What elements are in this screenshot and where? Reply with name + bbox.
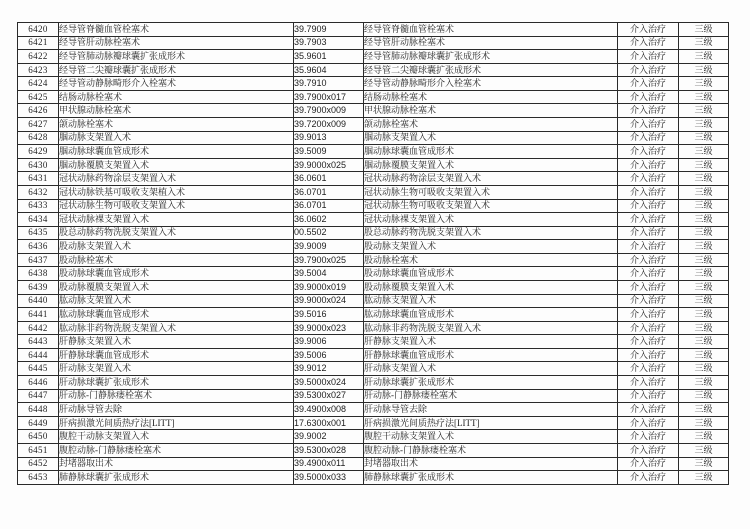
cell-category: 介入治疗 bbox=[618, 294, 679, 308]
cell-surgery-level: 三级 bbox=[679, 362, 729, 376]
cell-procedure-name-repeat: 腹腔干动脉支架置入术 bbox=[364, 430, 618, 444]
cell-surgery-level: 三级 bbox=[679, 253, 729, 267]
table-row bbox=[18, 321, 729, 335]
cell-procedure-code: 17.6300x001 bbox=[294, 416, 364, 430]
cell-procedure-name: 冠状动脉裸支架置入术 bbox=[59, 213, 294, 227]
cell-procedure-name: 肱动脉支架置入术 bbox=[59, 294, 294, 308]
cell-surgery-level: 三级 bbox=[679, 172, 729, 186]
cell-procedure-code: 36.0701 bbox=[294, 185, 364, 199]
cell-category: 介入治疗 bbox=[618, 348, 679, 362]
cell-category: 介入治疗 bbox=[618, 118, 679, 132]
cell-surgery-level: 三级 bbox=[679, 199, 729, 213]
cell-sequence-number: 6451 bbox=[18, 443, 59, 457]
cell-procedure-name: 经导管脊髓血管栓塞术 bbox=[59, 23, 294, 37]
table-row bbox=[18, 280, 729, 294]
cell-procedure-name-repeat: 股动脉球囊血管成形术 bbox=[364, 267, 618, 281]
cell-category: 介入治疗 bbox=[618, 158, 679, 172]
cell-surgery-level: 三级 bbox=[679, 77, 729, 91]
table-row bbox=[18, 118, 729, 132]
cell-procedure-code: 39.7900x009 bbox=[294, 104, 364, 118]
cell-surgery-level: 三级 bbox=[679, 185, 729, 199]
cell-procedure-name: 结肠动脉栓塞术 bbox=[59, 90, 294, 104]
cell-procedure-name: 肝静脉支架置入术 bbox=[59, 335, 294, 349]
cell-surgery-level: 三级 bbox=[679, 131, 729, 145]
cell-procedure-name-repeat: 肱动脉支架置入术 bbox=[364, 294, 618, 308]
cell-sequence-number: 6453 bbox=[18, 471, 59, 485]
cell-sequence-number: 6441 bbox=[18, 308, 59, 322]
cell-surgery-level: 三级 bbox=[679, 50, 729, 64]
cell-surgery-level: 三级 bbox=[679, 213, 729, 227]
cell-procedure-name-repeat: 经导管二尖瓣球囊扩张成形术 bbox=[364, 63, 618, 77]
table-row bbox=[18, 199, 729, 213]
cell-procedure-name-repeat: 肝病损激光间质热疗法[LITT] bbox=[364, 416, 618, 430]
cell-procedure-name: 肝静脉球囊血管成形术 bbox=[59, 348, 294, 362]
cell-procedure-name-repeat: 股动脉覆膜支架置入术 bbox=[364, 280, 618, 294]
cell-category: 介入治疗 bbox=[618, 104, 679, 118]
cell-category: 介入治疗 bbox=[618, 36, 679, 50]
cell-category: 介入治疗 bbox=[618, 280, 679, 294]
cell-procedure-name: 股动脉覆膜支架置入术 bbox=[59, 280, 294, 294]
cell-surgery-level: 三级 bbox=[679, 294, 729, 308]
cell-category: 介入治疗 bbox=[618, 226, 679, 240]
cell-procedure-name: 经导管肺动脉瓣球囊扩张成形术 bbox=[59, 50, 294, 64]
table-row bbox=[18, 213, 729, 227]
cell-procedure-name-repeat: 冠状动脉药物涂层支架置入术 bbox=[364, 172, 618, 186]
cell-procedure-name-repeat: 冠状动脉生物可吸收支架置入术 bbox=[364, 185, 618, 199]
cell-category: 介入治疗 bbox=[618, 471, 679, 485]
cell-procedure-name-repeat: 肝静脉支架置入术 bbox=[364, 335, 618, 349]
cell-surgery-level: 三级 bbox=[679, 158, 729, 172]
cell-procedure-code: 39.7900x025 bbox=[294, 253, 364, 267]
cell-procedure-name: 肱动脉球囊血管成形术 bbox=[59, 308, 294, 322]
cell-sequence-number: 6444 bbox=[18, 348, 59, 362]
cell-category: 介入治疗 bbox=[618, 308, 679, 322]
cell-category: 介入治疗 bbox=[618, 23, 679, 37]
cell-procedure-code: 39.7200x009 bbox=[294, 118, 364, 132]
cell-sequence-number: 6442 bbox=[18, 321, 59, 335]
cell-sequence-number: 6437 bbox=[18, 253, 59, 267]
cell-procedure-name: 股总动脉药物洗脱支架置入术 bbox=[59, 226, 294, 240]
cell-procedure-name: 肝动脉-门静脉瘘栓塞术 bbox=[59, 389, 294, 403]
cell-procedure-code: 39.5300x028 bbox=[294, 443, 364, 457]
cell-procedure-code: 39.9000x023 bbox=[294, 321, 364, 335]
cell-surgery-level: 三级 bbox=[679, 335, 729, 349]
cell-procedure-name-repeat: 腘动脉覆膜支架置入术 bbox=[364, 158, 618, 172]
cell-procedure-name: 封堵器取出术 bbox=[59, 457, 294, 471]
cell-procedure-name: 冠状动脉药物涂层支架置入术 bbox=[59, 172, 294, 186]
cell-procedure-name: 腹腔动脉-门静脉瘘栓塞术 bbox=[59, 443, 294, 457]
cell-procedure-code: 39.5004 bbox=[294, 267, 364, 281]
cell-procedure-name-repeat: 腹腔动脉-门静脉瘘栓塞术 bbox=[364, 443, 618, 457]
cell-sequence-number: 6424 bbox=[18, 77, 59, 91]
table-row bbox=[18, 172, 729, 186]
table-row bbox=[18, 430, 729, 444]
cell-category: 介入治疗 bbox=[618, 335, 679, 349]
cell-surgery-level: 三级 bbox=[679, 308, 729, 322]
cell-sequence-number: 6422 bbox=[18, 50, 59, 64]
cell-procedure-name: 腘动脉球囊血管成形术 bbox=[59, 145, 294, 159]
cell-procedure-code: 39.7900x017 bbox=[294, 90, 364, 104]
table-row bbox=[18, 416, 729, 430]
cell-category: 介入治疗 bbox=[618, 63, 679, 77]
cell-procedure-code: 35.9604 bbox=[294, 63, 364, 77]
cell-procedure-name-repeat: 经导管动静脉畸形介入栓塞术 bbox=[364, 77, 618, 91]
cell-procedure-code: 39.9000x025 bbox=[294, 158, 364, 172]
cell-procedure-code: 39.5300x027 bbox=[294, 389, 364, 403]
cell-category: 介入治疗 bbox=[618, 389, 679, 403]
cell-surgery-level: 三级 bbox=[679, 145, 729, 159]
cell-procedure-name: 冠状动脉生物可吸收支架置入术 bbox=[59, 199, 294, 213]
cell-procedure-code: 39.5009 bbox=[294, 145, 364, 159]
cell-procedure-name-repeat: 股动脉支架置入术 bbox=[364, 240, 618, 254]
cell-procedure-name-repeat: 肱动脉非药物洗脱支架置入术 bbox=[364, 321, 618, 335]
cell-category: 介入治疗 bbox=[618, 430, 679, 444]
cell-procedure-name-repeat: 肝动脉-门静脉瘘栓塞术 bbox=[364, 389, 618, 403]
table-row bbox=[18, 376, 729, 390]
cell-sequence-number: 6420 bbox=[18, 23, 59, 37]
cell-category: 介入治疗 bbox=[618, 199, 679, 213]
cell-sequence-number: 6440 bbox=[18, 294, 59, 308]
cell-procedure-name: 腘动脉支架置入术 bbox=[59, 131, 294, 145]
cell-procedure-code: 39.7909 bbox=[294, 23, 364, 37]
table-row bbox=[18, 362, 729, 376]
cell-procedure-name: 肝动脉导管去除 bbox=[59, 403, 294, 417]
cell-procedure-name: 经导管肝动脉栓塞术 bbox=[59, 36, 294, 50]
cell-sequence-number: 6432 bbox=[18, 185, 59, 199]
cell-procedure-name-repeat: 股总动脉药物洗脱支架置入术 bbox=[364, 226, 618, 240]
cell-sequence-number: 6438 bbox=[18, 267, 59, 281]
table-row bbox=[18, 240, 729, 254]
cell-procedure-name-repeat: 股动脉栓塞术 bbox=[364, 253, 618, 267]
table-row bbox=[18, 443, 729, 457]
cell-category: 介入治疗 bbox=[618, 321, 679, 335]
cell-category: 介入治疗 bbox=[618, 50, 679, 64]
cell-procedure-name-repeat: 经导管脊髓血管栓塞术 bbox=[364, 23, 618, 37]
cell-procedure-code: 00.5502 bbox=[294, 226, 364, 240]
cell-procedure-name: 股动脉球囊血管成形术 bbox=[59, 267, 294, 281]
cell-sequence-number: 6435 bbox=[18, 226, 59, 240]
cell-procedure-code: 39.4900x011 bbox=[294, 457, 364, 471]
cell-category: 介入治疗 bbox=[618, 362, 679, 376]
cell-surgery-level: 三级 bbox=[679, 240, 729, 254]
cell-procedure-name: 腹腔干动脉支架置入术 bbox=[59, 430, 294, 444]
cell-procedure-code: 39.9013 bbox=[294, 131, 364, 145]
cell-procedure-name: 经导管二尖瓣球囊扩张成形术 bbox=[59, 63, 294, 77]
cell-surgery-level: 三级 bbox=[679, 63, 729, 77]
cell-sequence-number: 6448 bbox=[18, 403, 59, 417]
cell-category: 介入治疗 bbox=[618, 376, 679, 390]
cell-surgery-level: 三级 bbox=[679, 321, 729, 335]
table-row bbox=[18, 335, 729, 349]
cell-procedure-code: 39.5000x024 bbox=[294, 376, 364, 390]
table-row bbox=[18, 253, 729, 267]
procedures-table bbox=[17, 22, 729, 485]
cell-sequence-number: 6434 bbox=[18, 213, 59, 227]
cell-procedure-name-repeat: 肝动脉球囊扩张成形术 bbox=[364, 376, 618, 390]
cell-procedure-name: 股动脉栓塞术 bbox=[59, 253, 294, 267]
cell-procedure-code: 39.5016 bbox=[294, 308, 364, 322]
cell-category: 介入治疗 bbox=[618, 267, 679, 281]
cell-procedure-name-repeat: 腘动脉球囊血管成形术 bbox=[364, 145, 618, 159]
cell-sequence-number: 6449 bbox=[18, 416, 59, 430]
cell-procedure-name-repeat: 肝动脉支架置入术 bbox=[364, 362, 618, 376]
cell-procedure-code: 36.0701 bbox=[294, 199, 364, 213]
cell-sequence-number: 6450 bbox=[18, 430, 59, 444]
cell-sequence-number: 6426 bbox=[18, 104, 59, 118]
cell-sequence-number: 6430 bbox=[18, 158, 59, 172]
cell-surgery-level: 三级 bbox=[679, 471, 729, 485]
cell-surgery-level: 三级 bbox=[679, 267, 729, 281]
cell-procedure-code: 35.9601 bbox=[294, 50, 364, 64]
cell-procedure-code: 39.9006 bbox=[294, 335, 364, 349]
cell-category: 介入治疗 bbox=[618, 443, 679, 457]
table-body bbox=[18, 23, 729, 485]
cell-surgery-level: 三级 bbox=[679, 348, 729, 362]
table-row bbox=[18, 90, 729, 104]
cell-procedure-name-repeat: 冠状动脉生物可吸收支架置入术 bbox=[364, 199, 618, 213]
cell-procedure-name-repeat: 肝静脉球囊血管成形术 bbox=[364, 348, 618, 362]
cell-procedure-code: 39.5006 bbox=[294, 348, 364, 362]
cell-surgery-level: 三级 bbox=[679, 23, 729, 37]
cell-category: 介入治疗 bbox=[618, 457, 679, 471]
cell-category: 介入治疗 bbox=[618, 240, 679, 254]
cell-procedure-code: 36.0601 bbox=[294, 172, 364, 186]
cell-sequence-number: 6423 bbox=[18, 63, 59, 77]
table-row bbox=[18, 471, 729, 485]
cell-procedure-name-repeat: 结肠动脉栓塞术 bbox=[364, 90, 618, 104]
cell-procedure-name: 肱动脉非药物洗脱支架置入术 bbox=[59, 321, 294, 335]
cell-procedure-name-repeat: 甲状腺动脉栓塞术 bbox=[364, 104, 618, 118]
cell-procedure-code: 39.9000x019 bbox=[294, 280, 364, 294]
table-row bbox=[18, 403, 729, 417]
cell-category: 介入治疗 bbox=[618, 131, 679, 145]
cell-procedure-name-repeat: 腘动脉支架置入术 bbox=[364, 131, 618, 145]
table-row bbox=[18, 145, 729, 159]
cell-sequence-number: 6446 bbox=[18, 376, 59, 390]
table-row bbox=[18, 104, 729, 118]
cell-surgery-level: 三级 bbox=[679, 416, 729, 430]
cell-procedure-name: 腘动脉覆膜支架置入术 bbox=[59, 158, 294, 172]
cell-sequence-number: 6427 bbox=[18, 118, 59, 132]
cell-surgery-level: 三级 bbox=[679, 457, 729, 471]
cell-sequence-number: 6447 bbox=[18, 389, 59, 403]
cell-procedure-name: 颌动脉栓塞术 bbox=[59, 118, 294, 132]
cell-procedure-code: 39.9009 bbox=[294, 240, 364, 254]
table-row bbox=[18, 308, 729, 322]
cell-procedure-name-repeat: 颌动脉栓塞术 bbox=[364, 118, 618, 132]
table-row bbox=[18, 36, 729, 50]
cell-procedure-name-repeat: 经导管肺动脉瓣球囊扩张成形术 bbox=[364, 50, 618, 64]
cell-sequence-number: 6439 bbox=[18, 280, 59, 294]
table-row bbox=[18, 348, 729, 362]
cell-category: 介入治疗 bbox=[618, 90, 679, 104]
table-row bbox=[18, 23, 729, 37]
cell-surgery-level: 三级 bbox=[679, 118, 729, 132]
cell-surgery-level: 三级 bbox=[679, 430, 729, 444]
table-row bbox=[18, 77, 729, 91]
table-row bbox=[18, 185, 729, 199]
cell-category: 介入治疗 bbox=[618, 403, 679, 417]
cell-surgery-level: 三级 bbox=[679, 90, 729, 104]
cell-procedure-name: 肝动脉球囊扩张成形术 bbox=[59, 376, 294, 390]
cell-procedure-name: 股动脉支架置入术 bbox=[59, 240, 294, 254]
cell-procedure-name-repeat: 肱动脉球囊血管成形术 bbox=[364, 308, 618, 322]
cell-surgery-level: 三级 bbox=[679, 376, 729, 390]
cell-procedure-code: 39.7910 bbox=[294, 77, 364, 91]
cell-sequence-number: 6452 bbox=[18, 457, 59, 471]
cell-sequence-number: 6421 bbox=[18, 36, 59, 50]
cell-procedure-name: 冠状动脉铁基可吸收支架植入术 bbox=[59, 185, 294, 199]
cell-category: 介入治疗 bbox=[618, 185, 679, 199]
cell-procedure-name-repeat: 经导管肝动脉栓塞术 bbox=[364, 36, 618, 50]
cell-procedure-name-repeat: 肝动脉导管去除 bbox=[364, 403, 618, 417]
cell-surgery-level: 三级 bbox=[679, 443, 729, 457]
table-row bbox=[18, 294, 729, 308]
table-row bbox=[18, 226, 729, 240]
cell-category: 介入治疗 bbox=[618, 213, 679, 227]
table-row bbox=[18, 131, 729, 145]
cell-procedure-name-repeat: 冠状动脉裸支架置入术 bbox=[364, 213, 618, 227]
cell-sequence-number: 6436 bbox=[18, 240, 59, 254]
cell-sequence-number: 6431 bbox=[18, 172, 59, 186]
cell-surgery-level: 三级 bbox=[679, 226, 729, 240]
table-row bbox=[18, 63, 729, 77]
table-row bbox=[18, 158, 729, 172]
cell-procedure-code: 39.9012 bbox=[294, 362, 364, 376]
cell-sequence-number: 6433 bbox=[18, 199, 59, 213]
table-row bbox=[18, 389, 729, 403]
cell-sequence-number: 6425 bbox=[18, 90, 59, 104]
cell-sequence-number: 6429 bbox=[18, 145, 59, 159]
cell-procedure-code: 39.9002 bbox=[294, 430, 364, 444]
cell-procedure-code: 39.9000x024 bbox=[294, 294, 364, 308]
table-row bbox=[18, 267, 729, 281]
cell-sequence-number: 6428 bbox=[18, 131, 59, 145]
cell-procedure-code: 39.5000x033 bbox=[294, 471, 364, 485]
cell-procedure-name: 甲状腺动脉栓塞术 bbox=[59, 104, 294, 118]
cell-procedure-code: 39.4900x008 bbox=[294, 403, 364, 417]
cell-surgery-level: 三级 bbox=[679, 36, 729, 50]
cell-procedure-name: 肝病损激光间质热疗法[LITT] bbox=[59, 416, 294, 430]
cell-category: 介入治疗 bbox=[618, 145, 679, 159]
cell-surgery-level: 三级 bbox=[679, 389, 729, 403]
cell-procedure-name-repeat: 肺静脉球囊扩张成形术 bbox=[364, 471, 618, 485]
cell-category: 介入治疗 bbox=[618, 172, 679, 186]
cell-surgery-level: 三级 bbox=[679, 403, 729, 417]
cell-sequence-number: 6445 bbox=[18, 362, 59, 376]
cell-category: 介入治疗 bbox=[618, 416, 679, 430]
cell-procedure-name: 肝动脉支架置入术 bbox=[59, 362, 294, 376]
cell-category: 介入治疗 bbox=[618, 253, 679, 267]
table-row bbox=[18, 50, 729, 64]
cell-surgery-level: 三级 bbox=[679, 280, 729, 294]
cell-procedure-name: 经导管动静脉畸形介入栓塞术 bbox=[59, 77, 294, 91]
cell-procedure-name: 肺静脉球囊扩张成形术 bbox=[59, 471, 294, 485]
cell-procedure-code: 39.7903 bbox=[294, 36, 364, 50]
table-row bbox=[18, 457, 729, 471]
cell-procedure-code: 36.0602 bbox=[294, 213, 364, 227]
cell-sequence-number: 6443 bbox=[18, 335, 59, 349]
cell-category: 介入治疗 bbox=[618, 77, 679, 91]
cell-surgery-level: 三级 bbox=[679, 104, 729, 118]
cell-procedure-name-repeat: 封堵器取出术 bbox=[364, 457, 618, 471]
